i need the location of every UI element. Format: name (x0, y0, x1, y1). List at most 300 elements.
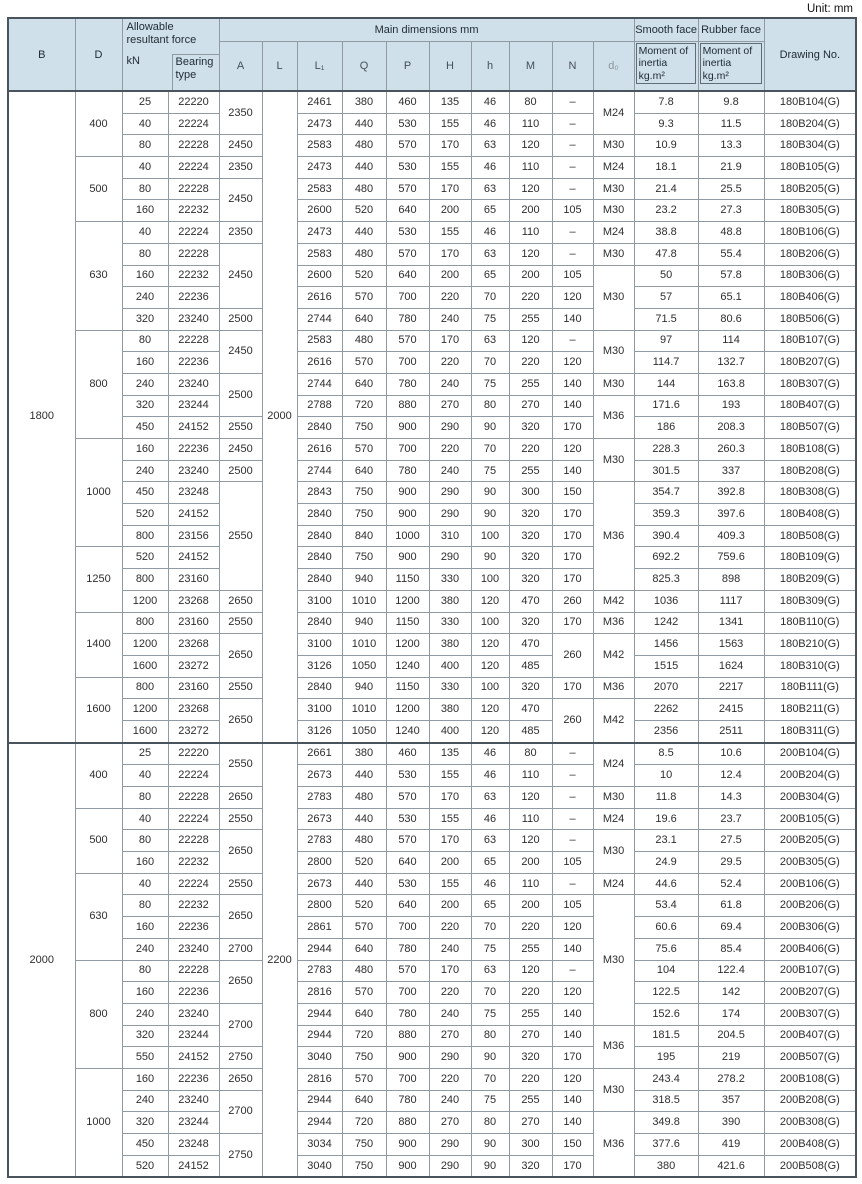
cell-smooth-inertia: 7.8 (634, 91, 698, 113)
cell-m: 110 (509, 222, 552, 244)
cell-bearing-type: 23240 (168, 373, 219, 395)
cell-drawing-no: 180B306(G) (764, 265, 856, 287)
table-row (8, 287, 856, 309)
cell-d: 1400 (75, 612, 122, 677)
cell-rubber-inertia: 29.5 (698, 852, 764, 874)
cell-p: 530 (386, 113, 429, 135)
cell-smooth-inertia: 144 (634, 373, 698, 395)
cell-h-upper: 170 (429, 960, 471, 982)
cell-kn: 160 (122, 439, 168, 461)
cell-a: 2750 (219, 1047, 262, 1069)
cell-smooth-inertia: 19.6 (634, 808, 698, 830)
table-row (8, 1025, 856, 1047)
cell-n: 170 (552, 525, 593, 547)
table-row (8, 352, 856, 374)
cell-h-upper: 220 (429, 982, 471, 1004)
cell-rubber-inertia: 1117 (698, 590, 764, 612)
cell-bearing-type: 22224 (168, 808, 219, 830)
cell-q: 640 (342, 1003, 386, 1025)
cell-drawing-no: 200B305(G) (764, 852, 856, 874)
cell-rubber-inertia: 174 (698, 1003, 764, 1025)
cell-h-lower: 90 (471, 482, 509, 504)
cell-n: 140 (552, 1112, 593, 1134)
cell-bearing-type: 24152 (168, 417, 219, 439)
cell-drawing-no: 180B210(G) (764, 634, 856, 656)
cell-drawing-no: 180B107(G) (764, 330, 856, 352)
cell-d0: M42 (593, 634, 634, 677)
cell-smooth-inertia: 195 (634, 1047, 698, 1069)
cell-a: 2500 (219, 373, 262, 416)
cell-n: – (552, 157, 593, 179)
cell-m: 270 (509, 1112, 552, 1134)
cell-h-lower: 120 (471, 720, 509, 742)
cell-m: 120 (509, 135, 552, 157)
cell-m: 320 (509, 504, 552, 526)
col-header-l: L (262, 42, 297, 92)
cell-kn: 320 (122, 1025, 168, 1047)
cell-h-upper: 155 (429, 808, 471, 830)
cell-h-upper: 290 (429, 1047, 471, 1069)
cell-a: 2450 (219, 135, 262, 157)
cell-h-lower: 90 (471, 547, 509, 569)
cell-bearing-type: 23240 (168, 938, 219, 960)
cell-h-upper: 220 (429, 352, 471, 374)
cell-kn: 80 (122, 178, 168, 200)
cell-m: 220 (509, 352, 552, 374)
cell-d0: M30 (593, 439, 634, 482)
cell-d: 1000 (75, 439, 122, 547)
cell-bearing-type: 23244 (168, 1025, 219, 1047)
cell-p: 640 (386, 895, 429, 917)
cell-n: – (552, 243, 593, 265)
table-row (8, 1047, 856, 1069)
cell-n: 170 (552, 547, 593, 569)
cell-h-lower: 63 (471, 243, 509, 265)
cell-n: 105 (552, 265, 593, 287)
cell-l1: 2744 (297, 460, 342, 482)
cell-smooth-inertia: 243.4 (634, 1068, 698, 1090)
cell-n: – (552, 113, 593, 135)
cell-p: 1200 (386, 590, 429, 612)
cell-kn: 40 (122, 113, 168, 135)
cell-l1: 2673 (297, 873, 342, 895)
cell-m: 485 (509, 655, 552, 677)
cell-m: 120 (509, 787, 552, 809)
cell-m: 470 (509, 634, 552, 656)
cell-n: 120 (552, 1068, 593, 1090)
table-row (8, 590, 856, 612)
cell-p: 700 (386, 982, 429, 1004)
col-header-q: Q (342, 42, 386, 92)
cell-bearing-type: 22232 (168, 852, 219, 874)
cell-h-lower: 46 (471, 873, 509, 895)
cell-n: 170 (552, 569, 593, 591)
cell-p: 640 (386, 200, 429, 222)
cell-l1: 2583 (297, 178, 342, 200)
cell-drawing-no: 180B108(G) (764, 439, 856, 461)
cell-q: 640 (342, 938, 386, 960)
cell-p: 1240 (386, 655, 429, 677)
cell-h-upper: 330 (429, 569, 471, 591)
cell-a: 2350 (219, 91, 262, 135)
cell-a: 2700 (219, 1003, 262, 1046)
cell-kn: 240 (122, 287, 168, 309)
cell-drawing-no: 180B208(G) (764, 460, 856, 482)
cell-p: 1150 (386, 569, 429, 591)
cell-smooth-inertia: 60.6 (634, 917, 698, 939)
cell-n: 120 (552, 287, 593, 309)
cell-a: 2550 (219, 482, 262, 590)
cell-a: 2350 (219, 157, 262, 179)
cell-q: 520 (342, 200, 386, 222)
cell-m: 110 (509, 765, 552, 787)
cell-m: 470 (509, 699, 552, 721)
cell-h-upper: 200 (429, 200, 471, 222)
cell-bearing-type: 22224 (168, 765, 219, 787)
cell-h-upper: 155 (429, 765, 471, 787)
cell-l1: 2461 (297, 91, 342, 113)
table-row (8, 960, 856, 982)
table-body (8, 91, 856, 1177)
cell-drawing-no: 180B305(G) (764, 200, 856, 222)
cell-q: 720 (342, 1112, 386, 1134)
cell-l1: 2600 (297, 265, 342, 287)
cell-smooth-inertia: 377.6 (634, 1134, 698, 1156)
cell-l1: 2473 (297, 222, 342, 244)
cell-h-upper: 170 (429, 178, 471, 200)
moi-smooth-label: Moment of inertia kg.m² (636, 43, 696, 84)
cell-rubber-inertia: 419 (698, 1134, 764, 1156)
cell-a: 2450 (219, 439, 262, 461)
cell-h-lower: 63 (471, 135, 509, 157)
cell-l1: 2816 (297, 982, 342, 1004)
cell-rubber-inertia: 10.6 (698, 743, 764, 765)
cell-drawing-no: 180B311(G) (764, 720, 856, 742)
cell-p: 700 (386, 352, 429, 374)
table-row (8, 460, 856, 482)
cell-d0: M30 (593, 265, 634, 330)
cell-rubber-inertia: 27.3 (698, 200, 764, 222)
cell-q: 570 (342, 287, 386, 309)
table-row (8, 178, 856, 200)
cell-smooth-inertia: 114.7 (634, 352, 698, 374)
cell-smooth-inertia: 9.3 (634, 113, 698, 135)
cell-smooth-inertia: 1242 (634, 612, 698, 634)
cell-a: 2700 (219, 938, 262, 960)
cell-rubber-inertia: 23.7 (698, 808, 764, 830)
cell-m: 200 (509, 200, 552, 222)
cell-h-upper: 240 (429, 460, 471, 482)
cell-drawing-no: 200B107(G) (764, 960, 856, 982)
cell-q: 750 (342, 547, 386, 569)
table-row (8, 808, 856, 830)
cell-q: 440 (342, 873, 386, 895)
cell-h-upper: 240 (429, 938, 471, 960)
cell-q: 480 (342, 960, 386, 982)
cell-drawing-no: 180B105(G) (764, 157, 856, 179)
cell-kn: 240 (122, 938, 168, 960)
cell-n: 170 (552, 677, 593, 699)
cell-bearing-type: 22232 (168, 200, 219, 222)
table-row (8, 395, 856, 417)
cell-h-upper: 170 (429, 330, 471, 352)
cell-d: 400 (75, 91, 122, 157)
cell-kn: 80 (122, 960, 168, 982)
cell-q: 480 (342, 830, 386, 852)
cell-rubber-inertia: 337 (698, 460, 764, 482)
cell-q: 720 (342, 1025, 386, 1047)
cell-kn: 160 (122, 852, 168, 874)
cell-n: – (552, 91, 593, 113)
cell-kn: 800 (122, 569, 168, 591)
cell-d: 500 (75, 157, 122, 222)
cell-n: 170 (552, 1155, 593, 1177)
cell-h-lower: 46 (471, 808, 509, 830)
cell-m: 200 (509, 265, 552, 287)
cell-p: 530 (386, 765, 429, 787)
cell-d0: M42 (593, 699, 634, 743)
cell-drawing-no: 180B205(G) (764, 178, 856, 200)
table-row (8, 873, 856, 895)
cell-m: 320 (509, 569, 552, 591)
cell-q: 480 (342, 243, 386, 265)
cell-a: 2500 (219, 308, 262, 330)
cell-drawing-no: 180B110(G) (764, 612, 856, 634)
cell-bearing-type: 23272 (168, 655, 219, 677)
cell-drawing-no: 200B408(G) (764, 1134, 856, 1156)
cell-d0: M36 (593, 1025, 634, 1068)
cell-n: 170 (552, 1047, 593, 1069)
cell-n: 140 (552, 395, 593, 417)
cell-l1: 2783 (297, 787, 342, 809)
cell-drawing-no: 200B207(G) (764, 982, 856, 1004)
cell-smooth-inertia: 71.5 (634, 308, 698, 330)
cell-a: 2650 (219, 960, 262, 1003)
cell-q: 570 (342, 982, 386, 1004)
cell-m: 320 (509, 547, 552, 569)
cell-rubber-inertia: 357 (698, 1090, 764, 1112)
cell-a: 2750 (219, 1134, 262, 1178)
cell-q: 640 (342, 373, 386, 395)
unit-label: Unit: mm (807, 3, 853, 15)
cell-drawing-no: 180B204(G) (764, 113, 856, 135)
cell-m: 255 (509, 1090, 552, 1112)
cell-bearing-type: 22220 (168, 743, 219, 765)
cell-kn: 160 (122, 200, 168, 222)
cell-q: 440 (342, 113, 386, 135)
cell-q: 570 (342, 917, 386, 939)
table-header (8, 18, 856, 91)
cell-smooth-inertia: 53.4 (634, 895, 698, 917)
cell-kn: 80 (122, 787, 168, 809)
cell-p: 900 (386, 417, 429, 439)
cell-h-lower: 46 (471, 113, 509, 135)
cell-bearing-type: 22220 (168, 91, 219, 113)
cell-n: 170 (552, 417, 593, 439)
cell-rubber-inertia: 25.5 (698, 178, 764, 200)
cell-q: 440 (342, 808, 386, 830)
cell-h-lower: 80 (471, 395, 509, 417)
cell-p: 700 (386, 287, 429, 309)
cell-h-upper: 290 (429, 1134, 471, 1156)
cell-h-lower: 75 (471, 308, 509, 330)
cell-kn: 80 (122, 330, 168, 352)
cell-p: 1200 (386, 634, 429, 656)
cell-h-lower: 63 (471, 960, 509, 982)
cell-l1: 2944 (297, 1090, 342, 1112)
cell-h-upper: 170 (429, 243, 471, 265)
cell-h-upper: 310 (429, 525, 471, 547)
cell-kn: 520 (122, 504, 168, 526)
cell-n: 105 (552, 852, 593, 874)
cell-m: 120 (509, 830, 552, 852)
table-row (8, 787, 856, 809)
cell-rubber-inertia: 61.8 (698, 895, 764, 917)
cell-drawing-no: 180B307(G) (764, 373, 856, 395)
cell-l1: 2944 (297, 1112, 342, 1134)
cell-l1: 2473 (297, 157, 342, 179)
cell-kn: 160 (122, 265, 168, 287)
cell-kn: 40 (122, 157, 168, 179)
cell-p: 570 (386, 135, 429, 157)
cell-q: 750 (342, 1047, 386, 1069)
cell-smooth-inertia: 97 (634, 330, 698, 352)
cell-h-lower: 100 (471, 525, 509, 547)
cell-b: 2000 (8, 743, 75, 1178)
table-row (8, 830, 856, 852)
table-row (8, 634, 856, 656)
cell-bearing-type: 22232 (168, 895, 219, 917)
cell-a: 2550 (219, 873, 262, 895)
cell-rubber-inertia: 2511 (698, 720, 764, 742)
cell-d0: M24 (593, 808, 634, 830)
cell-h-upper: 240 (429, 1003, 471, 1025)
cell-h-lower: 70 (471, 982, 509, 1004)
cell-h-lower: 100 (471, 677, 509, 699)
cell-h-upper: 380 (429, 634, 471, 656)
table-row (8, 743, 856, 765)
cell-h-lower: 120 (471, 590, 509, 612)
cell-bearing-type: 23268 (168, 699, 219, 721)
cell-p: 900 (386, 1134, 429, 1156)
cell-h-upper: 240 (429, 373, 471, 395)
cell-drawing-no: 180B111(G) (764, 677, 856, 699)
table-row (8, 1155, 856, 1177)
cell-m: 120 (509, 178, 552, 200)
cell-drawing-no: 180B207(G) (764, 352, 856, 374)
table-row (8, 200, 856, 222)
cell-h-lower: 90 (471, 1134, 509, 1156)
table-row (8, 222, 856, 244)
cell-d0: M30 (593, 373, 634, 395)
cell-h-upper: 330 (429, 677, 471, 699)
cell-q: 750 (342, 1134, 386, 1156)
cell-p: 530 (386, 222, 429, 244)
cell-p: 780 (386, 373, 429, 395)
cell-bearing-type: 22228 (168, 787, 219, 809)
cell-smooth-inertia: 171.6 (634, 395, 698, 417)
cell-q: 520 (342, 895, 386, 917)
cell-a: 2650 (219, 830, 262, 873)
cell-h-lower: 90 (471, 1155, 509, 1177)
cell-d: 400 (75, 743, 122, 809)
cell-m: 300 (509, 482, 552, 504)
cell-q: 480 (342, 178, 386, 200)
cell-m: 80 (509, 91, 552, 113)
cell-a: 2700 (219, 1090, 262, 1133)
cell-n: 140 (552, 1003, 593, 1025)
cell-bearing-type: 22224 (168, 873, 219, 895)
cell-h-lower: 100 (471, 569, 509, 591)
cell-drawing-no: 180B310(G) (764, 655, 856, 677)
cell-a: 2650 (219, 590, 262, 612)
cell-drawing-no: 200B306(G) (764, 917, 856, 939)
table-row (8, 1068, 856, 1090)
cell-l1: 2616 (297, 439, 342, 461)
cell-h-upper: 290 (429, 1155, 471, 1177)
cell-m: 110 (509, 808, 552, 830)
cell-kn: 520 (122, 1155, 168, 1177)
cell-smooth-inertia: 44.6 (634, 873, 698, 895)
cell-smooth-inertia: 47.8 (634, 243, 698, 265)
cell-drawing-no: 180B508(G) (764, 525, 856, 547)
cell-m: 200 (509, 895, 552, 917)
cell-kn: 80 (122, 135, 168, 157)
cell-h-lower: 70 (471, 1068, 509, 1090)
cell-l1: 2840 (297, 677, 342, 699)
cell-n: – (552, 787, 593, 809)
cell-p: 1240 (386, 720, 429, 742)
cell-m: 255 (509, 1003, 552, 1025)
cell-h-upper: 200 (429, 265, 471, 287)
cell-p: 700 (386, 917, 429, 939)
cell-rubber-inertia: 2415 (698, 699, 764, 721)
cell-kn: 40 (122, 873, 168, 895)
cell-p: 530 (386, 157, 429, 179)
cell-p: 780 (386, 1003, 429, 1025)
col-header-b: B (8, 18, 75, 91)
cell-h-lower: 46 (471, 743, 509, 765)
cell-bearing-type: 22236 (168, 352, 219, 374)
cell-rubber-inertia: 204.5 (698, 1025, 764, 1047)
cell-smooth-inertia: 228.3 (634, 439, 698, 461)
cell-q: 640 (342, 460, 386, 482)
cell-d0: M30 (593, 1068, 634, 1111)
cell-bearing-type: 23160 (168, 569, 219, 591)
col-header-main-dimensions: Main dimensions mm (219, 18, 634, 42)
cell-kn: 240 (122, 373, 168, 395)
cell-l1: 2800 (297, 895, 342, 917)
cell-rubber-inertia: 208.3 (698, 417, 764, 439)
cell-drawing-no: 180B109(G) (764, 547, 856, 569)
cell-m: 255 (509, 373, 552, 395)
cell-d: 1600 (75, 677, 122, 743)
cell-p: 570 (386, 330, 429, 352)
cell-kn: 160 (122, 352, 168, 374)
cell-bearing-type: 22236 (168, 982, 219, 1004)
cell-n: 140 (552, 1025, 593, 1047)
cell-p: 1200 (386, 699, 429, 721)
moi-rubber-label: Moment of inertia kg.m² (700, 43, 762, 84)
cell-d0: M30 (593, 135, 634, 157)
cell-d0: M24 (593, 222, 634, 244)
cell-h-upper: 135 (429, 91, 471, 113)
col-header-l1: L₁ (297, 42, 342, 92)
cell-m: 255 (509, 938, 552, 960)
cell-a: 2350 (219, 222, 262, 244)
col-header-kn: kN (126, 55, 140, 67)
cell-q: 840 (342, 525, 386, 547)
